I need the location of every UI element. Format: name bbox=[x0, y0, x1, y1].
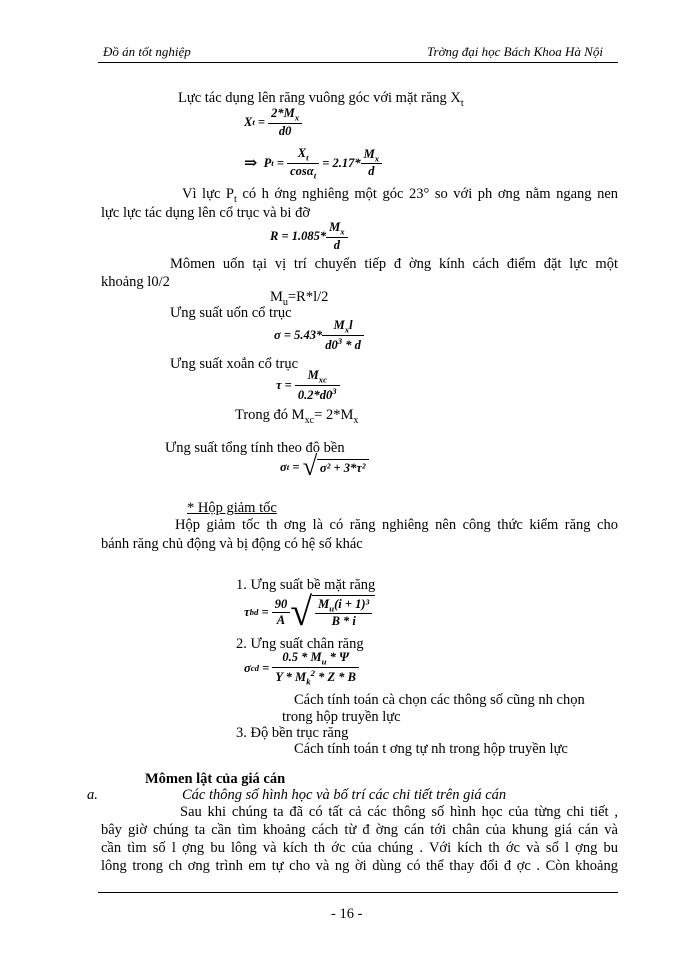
formula-sigma: σ = 5.43* $\frac{M_xl}{d0^3 * d}$ bbox=[274, 318, 364, 353]
text-calc-method-2: trong hộp truyền lực bbox=[282, 709, 401, 725]
formula-xt: X t = $\frac{2*M_x}{d0}$ bbox=[244, 106, 302, 139]
section-heading: Mômen lật của giá cán bbox=[145, 771, 286, 787]
paragraph-line-3: cần tìm số l ợng bu lông và kích th ớc của chúng . Với kích th ớc và số l ợng bu bbox=[101, 840, 618, 856]
text-gearbox-2: bánh răng chủ động và bị động có hệ số khác bbox=[101, 536, 363, 552]
text-bending-stress: Ưng suất uốn cổ trục bbox=[170, 305, 292, 321]
paragraph-line-1: Sau khi chúng ta đã có tất cả các thông số hình học của từng chi tiết , bbox=[180, 804, 618, 820]
text-gearbox-heading: * Hộp giảm tốc bbox=[187, 500, 277, 516]
text-mu-formula: $M_u=R*l/2$ bbox=[270, 289, 329, 308]
text-gearbox-1: Hộp giảm tốc th ơng là có răng nghiêng nên công thức kiểm răng cho bbox=[175, 517, 618, 533]
formula-r: R = 1.085* $\frac{M_x}{d}$ bbox=[270, 220, 348, 253]
text-item-root-stress: 2. Ưng suất chân răng bbox=[236, 636, 364, 652]
header-left: Đồ án tốt nghiệp bbox=[103, 44, 191, 59]
formula-sigma-t: σ t = √ σ² + 3*τ² bbox=[280, 454, 369, 480]
header-right: Trờng đại học Bách Khoa Hà Nội bbox=[427, 44, 603, 59]
text-bending-moment-1: Mômen uốn tại vị trí chuyển tiếp đ ờng kính cách điểm đặt lực một bbox=[170, 256, 618, 272]
text-calc-method-3: Cách tính toán t ơng tự nh trong hộp truyền lực bbox=[294, 741, 568, 757]
text-item-shaft-strength: 3. Độ bền trục răng bbox=[236, 725, 349, 741]
page-number: - 16 - bbox=[331, 906, 363, 922]
text-force-direction-2: lực lực tác dụng lên cổ trục và bi đỡ bbox=[101, 205, 310, 221]
text-bending-moment-2: khoảng l0/2 bbox=[101, 274, 170, 290]
paragraph-line-4: lông trong ch ơng trình em tự cho và ng ời dùng có thể thay đổi đ ợc . Còn khoảng bbox=[101, 858, 618, 874]
formula-tau-bd: τ bd = $\frac{90}{A}$ √ $\frac{M_u(i + 1)^3}{B * i}$ bbox=[244, 592, 375, 632]
text-total-stress: Ưng suất tổng tính theo độ bền bbox=[165, 440, 345, 456]
subsection-label: a. bbox=[87, 787, 98, 803]
text-force-perpendicular: Lực tác dụng lên răng vuông góc với mặt răng $X_t$ bbox=[178, 90, 464, 109]
text-force-direction-1: Vì lực $P_t$ có h ớng nghiêng một góc 23° so với ph ơng nằm ngang nen bbox=[182, 186, 619, 205]
text-item-surface-stress: 1. Ưng suất bề mặt răng bbox=[236, 577, 376, 593]
footer-rule bbox=[98, 892, 618, 893]
subsection-title: Các thông số hình học và bố trí các chi tiết trên giá cán bbox=[182, 787, 507, 803]
text-torsion-stress: Ưng suất xoắn cổ trục bbox=[170, 356, 299, 372]
header-rule bbox=[98, 62, 618, 63]
formula-sigma-cd: σ cd = $\frac{0.5 * M_u * \Psi}{Y * M_k^2 * Z * B}$ bbox=[244, 650, 359, 686]
formula-tau: τ = $\frac{M_{xc}}{0.2*d0^3}$ bbox=[276, 368, 340, 403]
text-calc-method-1: Cách tính toán cà chọn các thông số cũng nh chọn bbox=[294, 692, 585, 708]
formula-pt: ⇒ P t = $\frac{X_t}{\cos\alpha_t}$ = 2.17* $\frac{M_x}{d}$ bbox=[244, 146, 382, 180]
paragraph-line-2: bây giờ chúng ta cần tìm khoảng cách từ đ ờng cán tới chân của khung giá cán và bbox=[101, 822, 618, 838]
text-where-mxc: Trong đó $M_{xc}= 2*M_x$ bbox=[235, 407, 359, 426]
